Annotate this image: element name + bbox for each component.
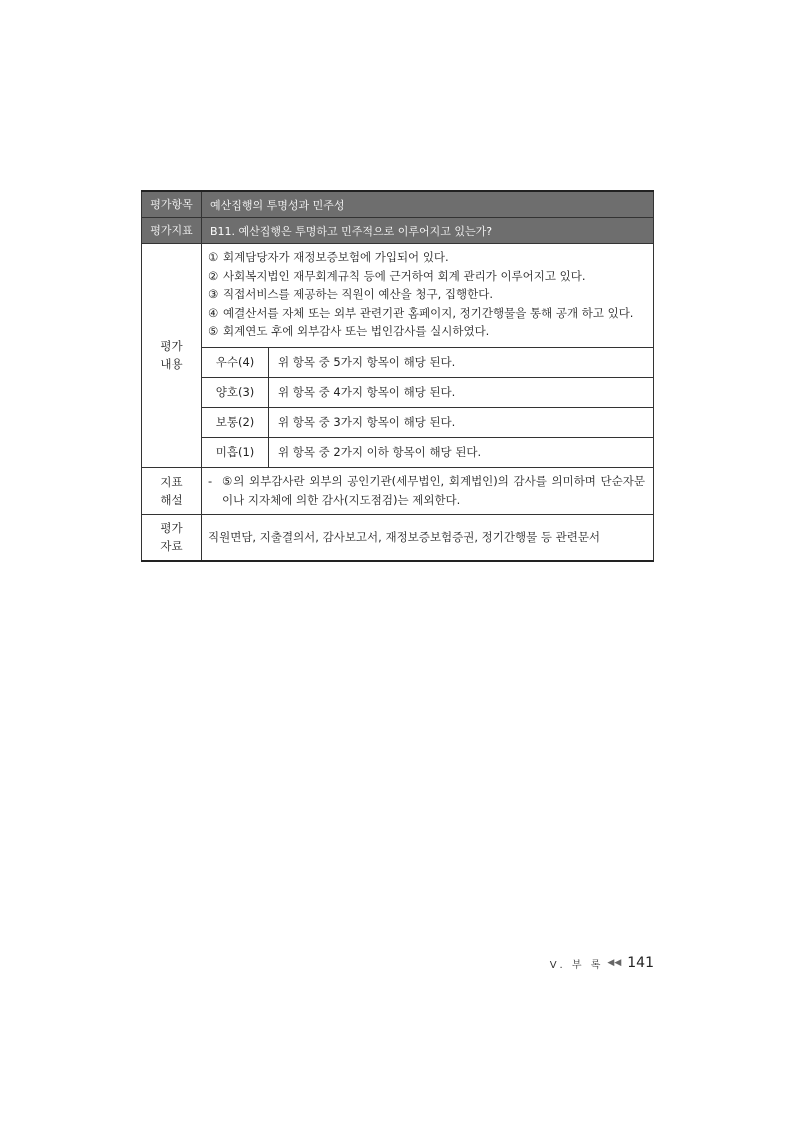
materials-label-line1: 평가 <box>160 521 183 536</box>
item-number: ③ <box>208 287 219 301</box>
note-text: ⑤의 외부감사란 외부의 공인기관(세무법인, 회계법인)의 감사를 의미하며 단순자문이나 지자체에 의한 감사(지도점검)는 제외한다. <box>222 473 645 507</box>
grade-description: 위 항목 중 5가지 항목이 해당 된다. <box>269 347 654 377</box>
grade-description: 위 항목 중 2가지 이하 항목이 해당 된다. <box>269 437 654 467</box>
note-label <box>142 467 202 514</box>
grade-row <box>142 437 654 467</box>
note-content <box>202 467 654 514</box>
content-items <box>202 244 654 348</box>
grade-label: 보통(2) <box>202 407 269 437</box>
list-item <box>208 285 645 304</box>
grade-label: 미흡(1) <box>202 437 269 467</box>
item-text: 회계연도 후에 외부감사 또는 법인감사를 실시하였다. <box>223 324 490 338</box>
item-text: 직접서비스를 제공하는 직원이 예산을 청구, 집행한다. <box>223 287 493 301</box>
materials-label <box>142 514 202 561</box>
grade-label: 우수(4) <box>202 347 269 377</box>
item-text: 사회복지법인 재무회계규칙 등에 근거하여 회계 관리가 이루어지고 있다. <box>223 268 586 283</box>
indicator-value: B11. 예산집행은 투명하고 민주적으로 이루어지고 있는가? <box>202 218 654 244</box>
page-number: 141 <box>627 955 654 971</box>
item-number: ⑤ <box>208 324 219 338</box>
footer-section: Ⅴ. 부 록 <box>549 959 604 971</box>
list-item <box>208 248 645 267</box>
note-label-line2: 해설 <box>160 492 183 507</box>
grade-row <box>142 347 654 377</box>
item-text: 예결산서를 자체 또는 외부 관련기관 홈페이지, 정기간행물을 통해 공개 하고 있다. <box>223 305 634 320</box>
note-dash: - <box>208 473 213 488</box>
double-arrow-left-icon: ◀◀ <box>607 958 622 968</box>
content-label-line2: 내용 <box>160 357 183 372</box>
note-label-line1: 지표 <box>160 474 183 489</box>
category-row <box>142 191 654 218</box>
note-line <box>208 472 645 510</box>
grade-description: 위 항목 중 4가지 항목이 해당 된다. <box>269 377 654 407</box>
list-item <box>208 267 645 286</box>
evaluation-table <box>141 190 654 562</box>
list-item <box>208 322 645 341</box>
category-label: 평가항목 <box>142 191 202 218</box>
item-number: ④ <box>208 305 219 320</box>
grade-label: 양호(3) <box>202 377 269 407</box>
item-text: 회계담당자가 재정보증보험에 가입되어 있다. <box>223 250 449 264</box>
grade-row <box>142 407 654 437</box>
grade-description: 위 항목 중 3가지 항목이 해당 된다. <box>269 407 654 437</box>
item-number: ② <box>208 268 219 283</box>
materials-label-line2: 자료 <box>160 539 183 554</box>
grade-row <box>142 377 654 407</box>
list-item <box>208 304 645 323</box>
category-value: 예산집행의 투명성과 민주성 <box>202 191 654 218</box>
indicator-label: 평가지표 <box>142 218 202 244</box>
indicator-row <box>142 218 654 244</box>
content-items-row <box>142 244 654 348</box>
note-row <box>142 467 654 514</box>
content-label <box>142 244 202 468</box>
page-footer <box>550 955 654 971</box>
content-label-line1: 평가 <box>160 339 183 354</box>
materials-row <box>142 514 654 561</box>
item-number: ① <box>208 250 219 264</box>
materials-text: 직원면담, 지출결의서, 감사보고서, 재정보증보험증권, 정기간행물 등 관련문서 <box>202 514 654 561</box>
